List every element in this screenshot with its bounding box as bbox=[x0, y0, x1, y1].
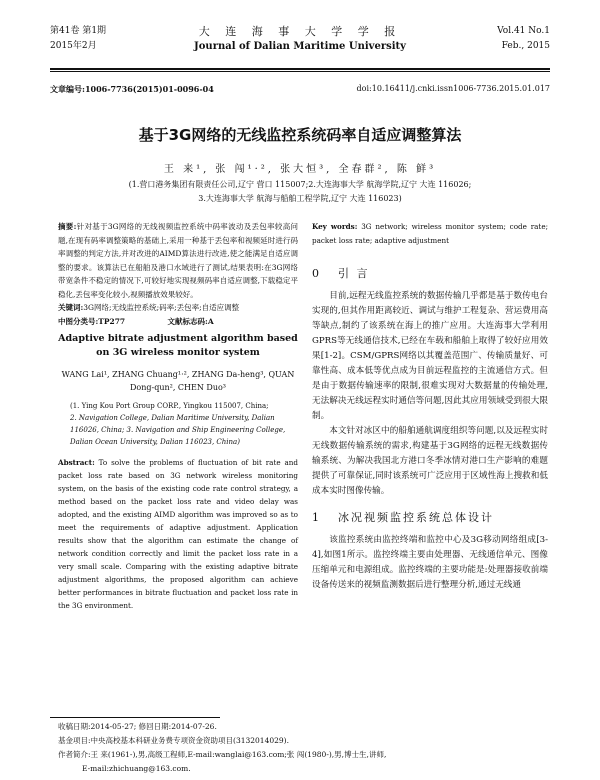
abstract-cn-label: 摘要: bbox=[58, 222, 77, 231]
volume-info-en bbox=[497, 24, 550, 54]
journal-title-en: Journal of Dalian Maritime University bbox=[194, 41, 406, 52]
article-number: 文章编号:1006-7736(2015)01-0096-04 bbox=[50, 84, 214, 94]
keywords-cn-text: 3G网络;无线监控系统;码率;丢包率;自适应调整 bbox=[83, 303, 240, 312]
journal-title-cn: 大 连 海 事 大 学 学 报 bbox=[198, 25, 402, 38]
affiliation-en-line-1: (1. Ying Kou Port Group CORP., Yingkou 115007, China; bbox=[70, 402, 269, 410]
volume-issue-en: Vol.41 No.1 bbox=[497, 26, 550, 36]
article-meta bbox=[50, 84, 550, 95]
section-1-number: 1 bbox=[312, 511, 321, 524]
abstract-en bbox=[58, 456, 298, 612]
keywords-cn bbox=[58, 301, 298, 315]
authors-en: WANG Lai¹, ZHANG Chuang¹·², ZHANG Da-heng³, QUAN Dong-qun², CHEN Duo³ bbox=[61, 370, 295, 392]
intro-paragraph-1: 目前,远程无线监控系统的数据传输几乎都是基于数传电台实现的,但其作用距离较近、调试与维护工程复杂、营运费用高等缺点,制约了该系统在海上的推广应用。大连海事大学利用GPRS等无线通信技术,已经在车载和船舶上取得了较好应用效果[1-2]。CSM/GPRS网络以其覆盖范围广、传输质量好、可靠性高、成本低等优点成为目前远程监控的主流通信方式。但是由于数据传输速率的限制,很难实现对大数据量的传输处理,无法解决无线远程实时通信等问题,因此其应用领域受到很大限制。 bbox=[312, 291, 548, 421]
publication-date: 2015年2月 bbox=[50, 41, 97, 51]
journal-title-block bbox=[50, 24, 550, 54]
document-code: 文献标志码:A bbox=[167, 316, 214, 326]
header-rule-thin bbox=[50, 71, 550, 72]
footnote-bio: 作者简介:王 来(1961-),男,高级工程师,E-mail:wanglai@163.com;张 闯(1980-),男,博士生,讲师, bbox=[58, 750, 387, 759]
affiliation-line-1: (1.营口港务集团有限责任公司,辽宁 营口 115007;2.大连海事大学 航海学院,辽宁 大连 116026; bbox=[128, 180, 472, 189]
right-column bbox=[312, 220, 548, 593]
section-1-heading bbox=[312, 509, 548, 527]
footnote-email: E-mail:zhichuang@163.com. bbox=[82, 764, 191, 773]
class-number: 中图分类号:TP277 bbox=[58, 316, 126, 326]
keywords-en bbox=[312, 220, 548, 247]
keywords-cn-label: 关键词: bbox=[58, 303, 84, 312]
publication-date-en: Feb., 2015 bbox=[501, 41, 550, 51]
keywords-en-label: Key words: bbox=[312, 222, 358, 231]
section-0-number: 0 bbox=[312, 267, 321, 280]
section-1-title: 冰况视频监控系统总体设计 bbox=[338, 511, 494, 524]
affiliations-en bbox=[58, 400, 298, 448]
abstract-en-text: To solve the problems of fluctuation of bit rate and packet loss rate based on 3G network wireless monitoring system, on the basis of the existing code rate control strategy, a method based on the packet loss rate and video delay was adopted, and the existing AIMD algorithm was improved so as to meet the requirements of adaptive adjustment. Application results show that the algorithm can estimate the change of network condition correctly and limit the packet loss rate in a very small scale. Comparing with the existing adaptive bitrate adjustment algorithms, the proposed algorithm can achieve better performances in bitrate fluctuation and packet loss rate in the 3G environment. bbox=[58, 458, 298, 610]
affiliation-line-2: 3.大连海事大学 航海与船舶工程学院,辽宁 大连 116023) bbox=[198, 194, 402, 203]
authors-cn: 王 来¹, 张 闯¹·², 张大恒³, 全春群², 陈 鲜³ bbox=[163, 164, 437, 175]
section-0-title: 引 言 bbox=[338, 267, 370, 280]
paper-title-en: Adaptive bitrate adjustment algorithm based on 3G wireless monitor system bbox=[58, 333, 298, 358]
footnote-fund: 基金项目:中央高校基本科研业务费专项资金资助项目(3132014029). bbox=[58, 736, 289, 745]
intro-paragraph-2: 本文针对冰区中的船舶通航调度组织等问题,以及远程实时无线数据传输系统的需求,构建基于3G网络的远程无线数据传输系统、为解决我国北方港口冬季冰情对港口生产影响的难题提供了可靠保证,同时该系统可广泛应用于区域性海上搜救和低成本实时图像传输。 bbox=[312, 426, 548, 496]
volume-issue: 第41卷 第1期 bbox=[50, 26, 107, 36]
left-column bbox=[58, 220, 298, 612]
abstract-cn bbox=[58, 220, 298, 301]
footnote-block bbox=[58, 720, 550, 776]
footnote-received: 收稿日期:2014-05-27; 修回日期:2014-07-26. bbox=[58, 722, 217, 731]
header-rule-thick bbox=[50, 68, 550, 70]
paper-title: 基于3G网络的无线监控系统码率自适应调整算法 bbox=[138, 126, 462, 144]
abstract-en-label: Abstract: bbox=[58, 458, 95, 467]
section-0-heading bbox=[312, 265, 548, 283]
journal-header bbox=[50, 24, 550, 68]
section-1-paragraph-1: 该监控系统由监控终端和监控中心及3G移动网络组成[3-4],如图1所示。监控终端主要由处理器、无线通信单元、图像压缩单元和电源组成。监控终端的主要功能是:处理器接收前端设备传送来的视频监测数据后进行整理分析,通过无线通 bbox=[312, 535, 548, 590]
abstract-cn-text: 针对基于3G网络的无线视频监控系统中码率波动及丢包率较高问题,在现有码率调整策略的基础上,采用一种基于丢包率和视频延时进行码率调整的判定方法,并对改进的AIMD算法进行改进,使之能满足自适应调整的要求。该算法已在船舶及港口水域进行了测试,结果表明:在3G网络带宽条件不稳定的情况下,可较好地实现视频码率自适应调整,下载稳定平稳化,丢包率变化较小,视频播放效果较好。 bbox=[58, 222, 298, 299]
classification-line bbox=[58, 315, 298, 329]
doi: doi:10.16411/j.cnki.issn1006-7736.2015.01.017 bbox=[356, 84, 550, 93]
affiliation-en-line-2: 2. Navigation College, Dalian Maritime University, Dalian 116026, China; 3. Navigation and Ship Engineering College, Dalian Ocean University, Dalian 116023, China) bbox=[70, 414, 286, 446]
keywords-en-text: 3G network; wireless monitor system; code rate; packet loss rate; adaptive adjustment bbox=[312, 222, 548, 245]
footnote-rule bbox=[50, 717, 220, 718]
